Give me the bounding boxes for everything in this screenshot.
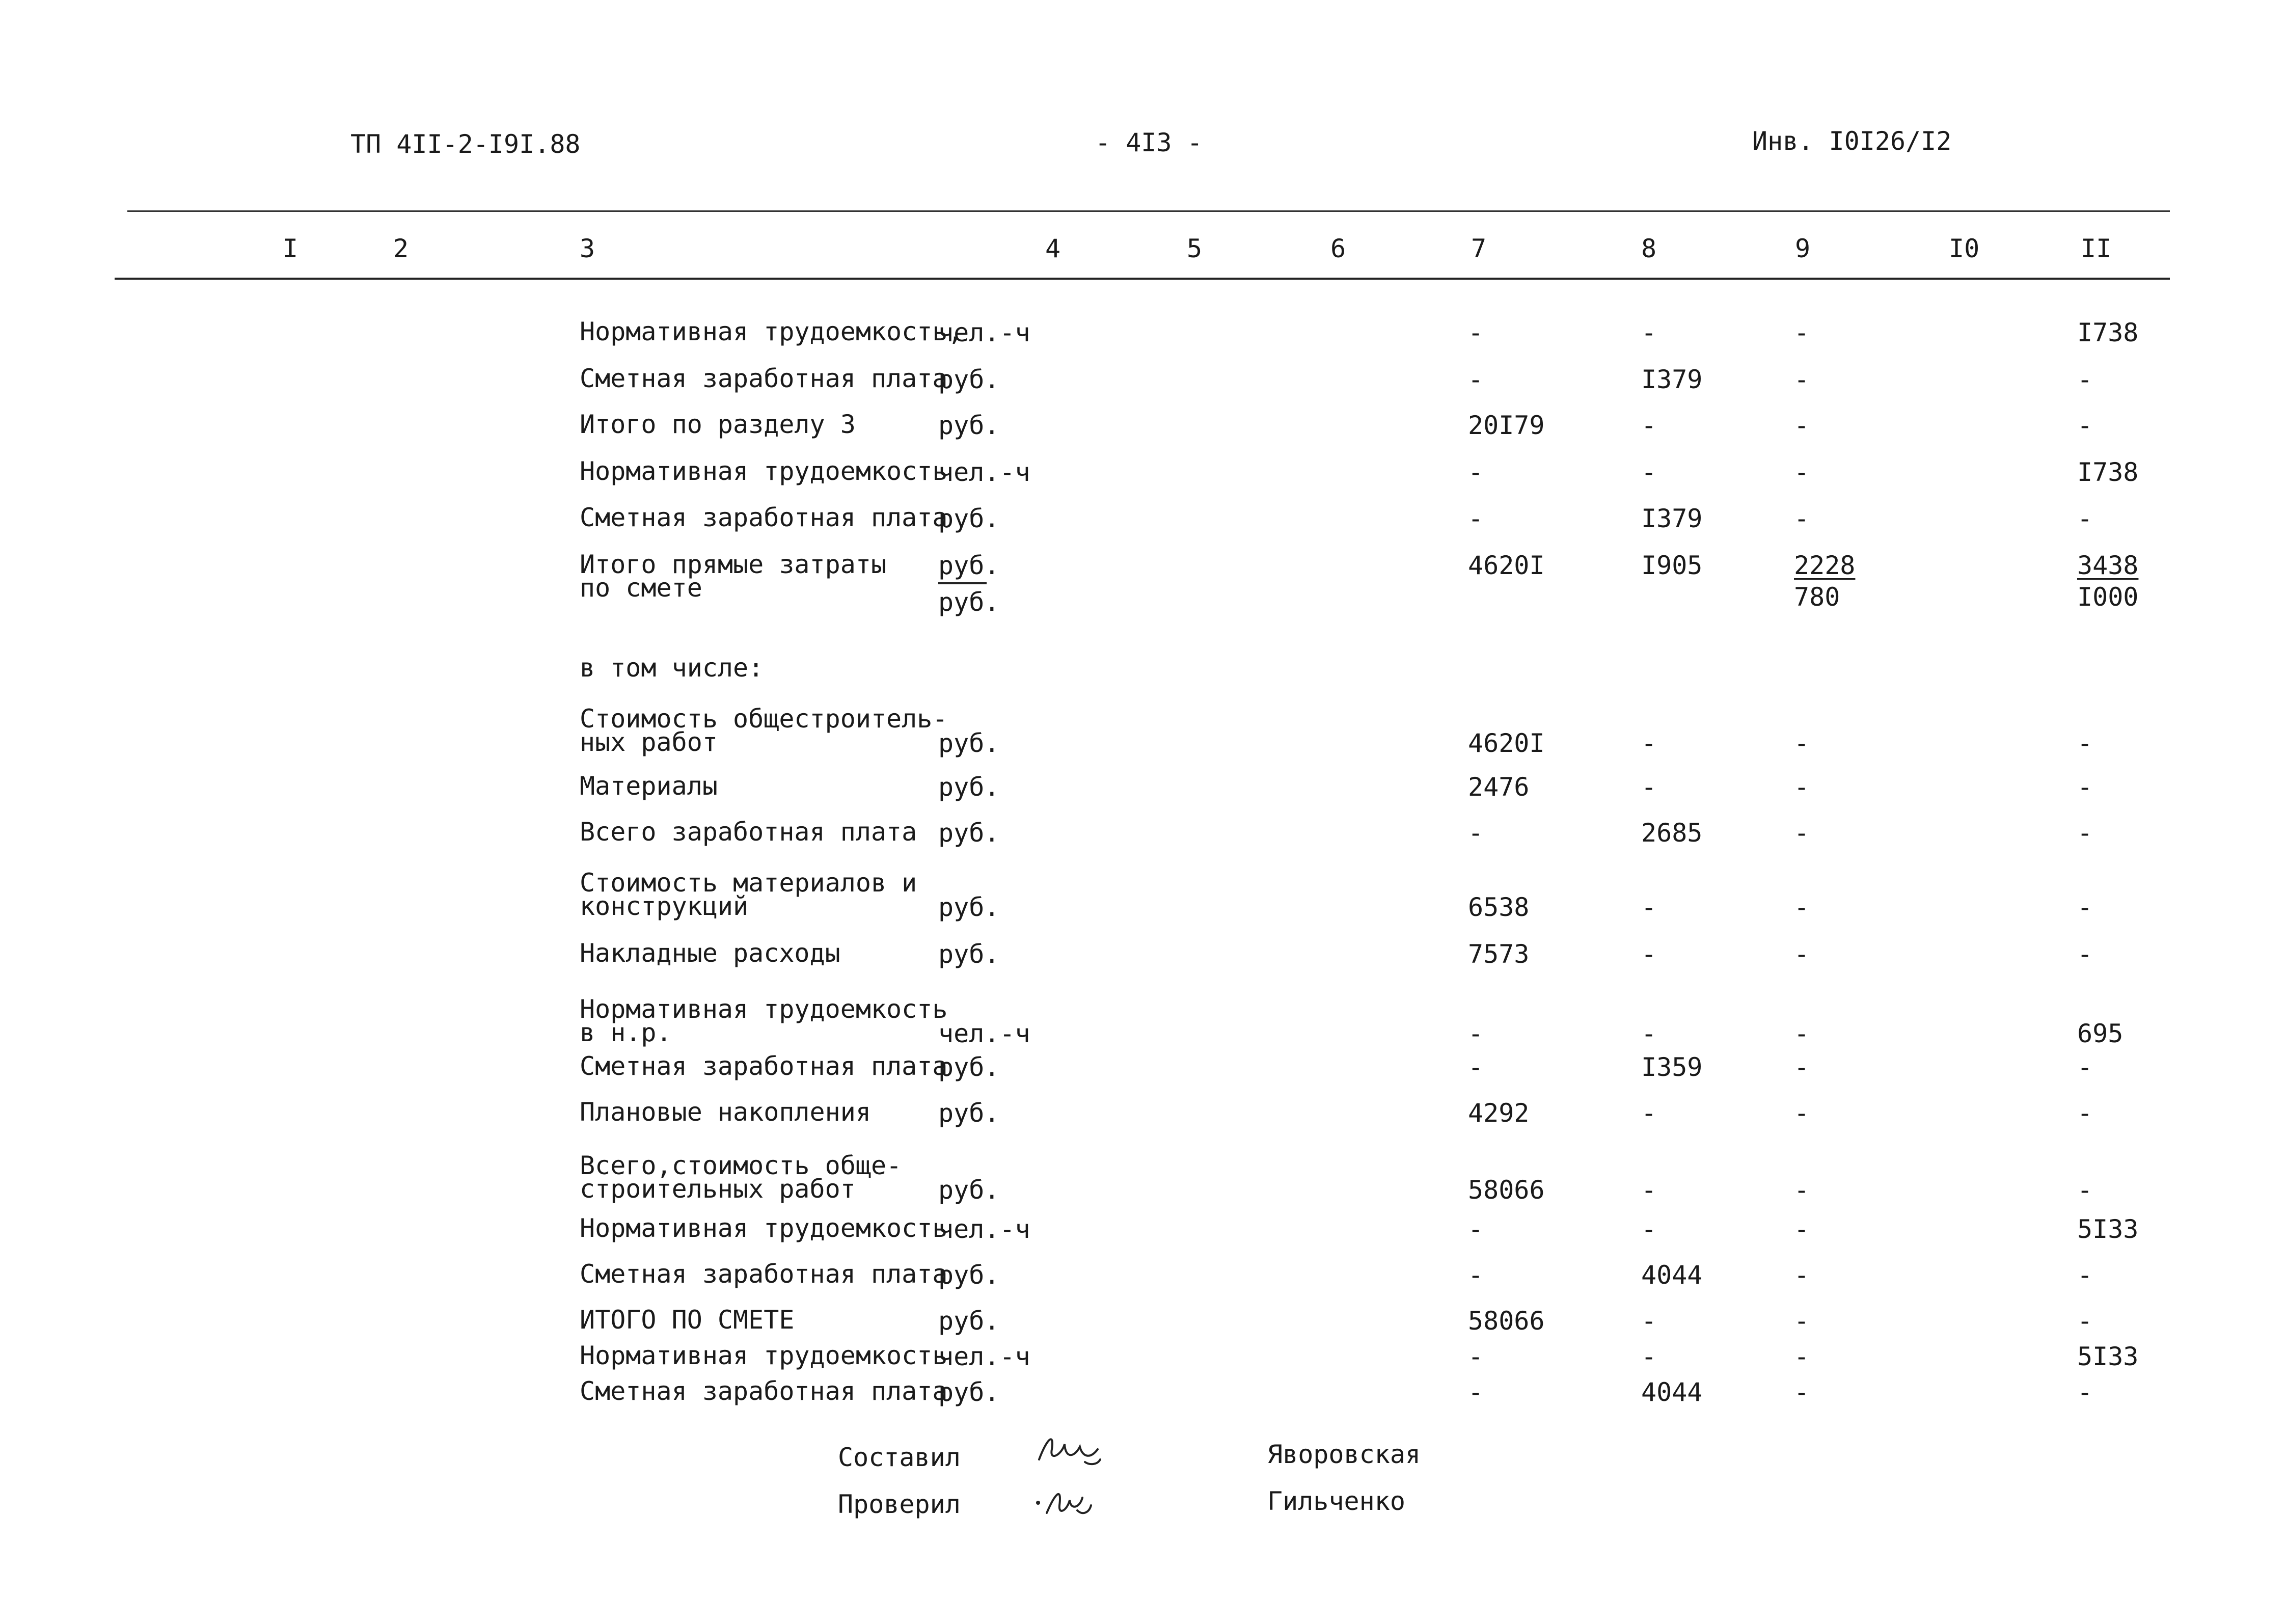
row-label-line: в н.р. <box>580 1018 672 1047</box>
row-label <box>580 1151 902 1204</box>
fraction-bar <box>938 582 987 584</box>
cell-col8: 4044 <box>1641 1260 1703 1290</box>
cell-col9: - <box>1794 1019 1810 1048</box>
row-label <box>580 704 948 757</box>
cell-col11: - <box>2077 1377 2093 1407</box>
row-label <box>580 1213 948 1243</box>
row-label-line: строительных работ <box>580 1174 856 1204</box>
row-unit: чел.-ч <box>938 1019 1030 1048</box>
row-label-line: Нормативная трудоемкость <box>580 1213 948 1243</box>
row-label <box>580 1305 795 1335</box>
row-label <box>580 1259 948 1289</box>
cell-col9: - <box>1794 457 1810 487</box>
row-label-line: конструкций <box>580 891 749 921</box>
row-unit: чел.-ч <box>938 1214 1030 1244</box>
cell-col11: 5I33 <box>2077 1214 2139 1244</box>
inventory-number: Инв. I0I26/I2 <box>1752 126 1952 156</box>
cell-col11: - <box>2077 892 2093 922</box>
cell-col7: - <box>1468 457 1484 487</box>
row-unit: руб. <box>938 1175 1000 1205</box>
column-header: 3 <box>580 234 595 263</box>
row-label-line: Нормативная трудоемкость <box>580 1341 948 1370</box>
cell-col8: - <box>1641 1306 1657 1336</box>
compiled-by-signature <box>1034 1429 1105 1474</box>
cell-col8: I379 <box>1641 365 1703 394</box>
row-label <box>580 1097 871 1127</box>
row-label <box>580 653 764 683</box>
cell-col8: - <box>1641 728 1657 758</box>
cell-col9: - <box>1794 892 1810 922</box>
row-label <box>580 1341 948 1370</box>
row-label <box>580 817 917 847</box>
row-label <box>580 771 718 801</box>
column-header: 7 <box>1471 234 1487 263</box>
cell-col9: - <box>1794 728 1810 758</box>
row-label <box>580 364 948 393</box>
row-label-line: Всего,стоимость обще- <box>580 1151 902 1180</box>
cell-col11: I738 <box>2077 318 2139 347</box>
row-label <box>580 410 856 439</box>
column-header: 5 <box>1187 234 1203 263</box>
cell-col8: - <box>1641 1342 1657 1371</box>
column-header: I0 <box>1949 234 1980 263</box>
cell-col9: - <box>1794 1260 1810 1290</box>
cell-col11: 695 <box>2077 1019 2124 1048</box>
compiled-by-label: Составил <box>838 1443 961 1472</box>
cell-col7: - <box>1468 318 1484 347</box>
cell-col8: I379 <box>1641 504 1703 533</box>
cell-col7: - <box>1468 365 1484 394</box>
cell-col7: 6538 <box>1468 892 1530 922</box>
row-unit: чел.-ч <box>938 457 1030 487</box>
cell-col8: - <box>1641 411 1657 440</box>
row-label <box>580 1376 948 1406</box>
row-label-line: Сметная заработная плата <box>580 503 948 532</box>
row-label-line: Плановые накопления <box>580 1097 871 1127</box>
row-label-line: Сметная заработная плата <box>580 1376 948 1406</box>
cell-col8: - <box>1641 1214 1657 1244</box>
row-unit: руб. <box>938 1306 1000 1336</box>
row-label-line: Нормативная трудоемкость <box>580 994 948 1024</box>
cell-col11: - <box>2077 504 2093 533</box>
cell-col8: - <box>1641 1098 1657 1128</box>
column-header: I <box>283 234 298 263</box>
compiled-by-name: Яворовская <box>1267 1440 1421 1469</box>
unit-numerator: руб. <box>938 551 1000 580</box>
page-number: - 4I3 - <box>1095 128 1203 157</box>
column-header-rule <box>115 278 2170 280</box>
cell-col9: - <box>1794 1098 1810 1128</box>
row-label-line: Сметная заработная плата <box>580 1259 948 1289</box>
cell-col11: - <box>2077 1098 2093 1128</box>
cell-col7: 58066 <box>1468 1175 1545 1205</box>
row-label-line: в том числе: <box>580 653 764 683</box>
cell-col7: - <box>1468 818 1484 848</box>
row-label-line: Накладные расходы <box>580 938 840 968</box>
row-label-line: Итого прямые затраты <box>580 550 887 579</box>
cell-col8: - <box>1641 457 1657 487</box>
column-header: 6 <box>1330 234 1346 263</box>
row-label-line: Сметная заработная плата <box>580 1051 948 1081</box>
cell-col11: - <box>2077 772 2093 802</box>
cell-col11: - <box>2077 1260 2093 1290</box>
cell-col7: - <box>1468 1260 1484 1290</box>
row-label <box>580 938 840 968</box>
row-unit: чел.-ч <box>938 318 1030 347</box>
table-top-rule <box>127 210 2170 212</box>
cell-col11: - <box>2077 1175 2093 1205</box>
cell-col8: - <box>1641 318 1657 347</box>
row-label-line: по смете <box>580 573 702 603</box>
row-label-line: Сметная заработная плата <box>580 364 948 393</box>
row-label <box>580 1051 948 1081</box>
cell-col8: I359 <box>1641 1052 1703 1082</box>
row-unit: руб. <box>938 1052 1000 1082</box>
cell-col11: - <box>2077 1306 2093 1336</box>
row-unit: руб. <box>938 1377 1000 1407</box>
cell-col7: 4620I <box>1468 551 1545 580</box>
row-unit: руб. <box>938 818 1000 848</box>
cell-col8: - <box>1641 939 1657 969</box>
cell-col9: - <box>1794 818 1810 848</box>
cell-col8: 2685 <box>1641 818 1703 848</box>
cell-col11: - <box>2077 1052 2093 1082</box>
cell-col7: - <box>1468 1052 1484 1082</box>
cell-col8: - <box>1641 892 1657 922</box>
cell-col7: - <box>1468 1342 1484 1371</box>
row-unit: руб. <box>938 728 1000 758</box>
row-unit: руб. <box>938 365 1000 394</box>
cell-col9: - <box>1794 939 1810 969</box>
row-label-line: Стоимость материалов и <box>580 868 917 898</box>
row-label <box>580 868 917 921</box>
cell-col11: - <box>2077 365 2093 394</box>
row-unit: руб. <box>938 772 1000 802</box>
column-header: 2 <box>393 234 409 263</box>
cell-col7: 7573 <box>1468 939 1530 969</box>
row-label <box>580 456 948 486</box>
row-label <box>580 317 963 346</box>
cell-col7: - <box>1468 504 1484 533</box>
cell-col9: - <box>1794 365 1810 394</box>
row-unit: руб. <box>938 411 1000 440</box>
cell-col9: - <box>1794 411 1810 440</box>
cell-col11: - <box>2077 728 2093 758</box>
cell-col8: - <box>1641 1175 1657 1205</box>
cell-col9: - <box>1794 1377 1810 1407</box>
cell-col8: 4044 <box>1641 1377 1703 1407</box>
cell-col7: 58066 <box>1468 1306 1545 1336</box>
row-unit: руб. <box>938 1098 1000 1128</box>
cell-col9: - <box>1794 1306 1810 1336</box>
row-label-line: Итого по разделу 3 <box>580 410 856 439</box>
row-label <box>580 994 948 1047</box>
checked-by-name: Гильченко <box>1267 1486 1405 1516</box>
cell-col11: - <box>2077 411 2093 440</box>
row-label-line: ИТОГО ПО СМЕТЕ <box>580 1305 795 1335</box>
row-label <box>580 550 887 603</box>
row-label-line: Стоимость общестроитель- <box>580 704 948 734</box>
cell-col9: - <box>1794 318 1810 347</box>
cell-col9-lower: 780 <box>1794 582 1840 612</box>
cell-col7: - <box>1468 1019 1484 1048</box>
cell-col11: - <box>2077 939 2093 969</box>
cell-col11: - <box>2077 818 2093 848</box>
cell-col9: - <box>1794 772 1810 802</box>
cell-col11: 5I33 <box>2077 1342 2139 1371</box>
cell-col8: - <box>1641 772 1657 802</box>
cell-col11: 3438 <box>2077 551 2139 580</box>
row-unit: чел.-ч <box>938 1342 1030 1371</box>
cell-col7: - <box>1468 1214 1484 1244</box>
row-unit: руб. <box>938 504 1000 533</box>
cell-col7: 20I79 <box>1468 411 1545 440</box>
cell-col7: 4620I <box>1468 728 1545 758</box>
unit-denominator: руб. <box>938 587 1000 617</box>
row-label-line: Нормативная трудоемкость <box>580 456 948 486</box>
checked-by-signature <box>1034 1480 1095 1525</box>
column-header: II <box>2081 234 2112 263</box>
unit-fraction <box>938 553 999 615</box>
row-label-line: Нормативная трудоемкость, <box>580 317 963 346</box>
cell-col9: - <box>1794 1175 1810 1205</box>
row-unit: руб. <box>938 939 1000 969</box>
cell-col9: 2228 <box>1794 551 1856 580</box>
cell-col7: 4292 <box>1468 1098 1530 1128</box>
cell-col11: I738 <box>2077 457 2139 487</box>
column-header: 8 <box>1641 234 1657 263</box>
cell-col8: - <box>1641 1019 1657 1048</box>
column-header: 9 <box>1795 234 1811 263</box>
cell-col9: - <box>1794 504 1810 533</box>
row-label <box>580 503 948 532</box>
row-unit: руб. <box>938 1260 1000 1290</box>
row-label-line: Всего заработная плата <box>580 817 917 847</box>
doc-code: ТП 4II-2-I9I.88 <box>350 129 581 159</box>
cell-col8: I905 <box>1641 551 1703 580</box>
cell-col11-lower: I000 <box>2077 582 2139 612</box>
row-label-line: ных работ <box>580 727 718 757</box>
cell-col9: - <box>1794 1214 1810 1244</box>
cell-col9: - <box>1794 1342 1810 1371</box>
column-header: 4 <box>1045 234 1061 263</box>
cell-col7: 2476 <box>1468 772 1530 802</box>
row-label-line: Материалы <box>580 771 718 801</box>
cell-col7: - <box>1468 1377 1484 1407</box>
checked-by-label: Проверил <box>838 1490 961 1519</box>
cell-col9: - <box>1794 1052 1810 1082</box>
row-unit: руб. <box>938 892 1000 922</box>
